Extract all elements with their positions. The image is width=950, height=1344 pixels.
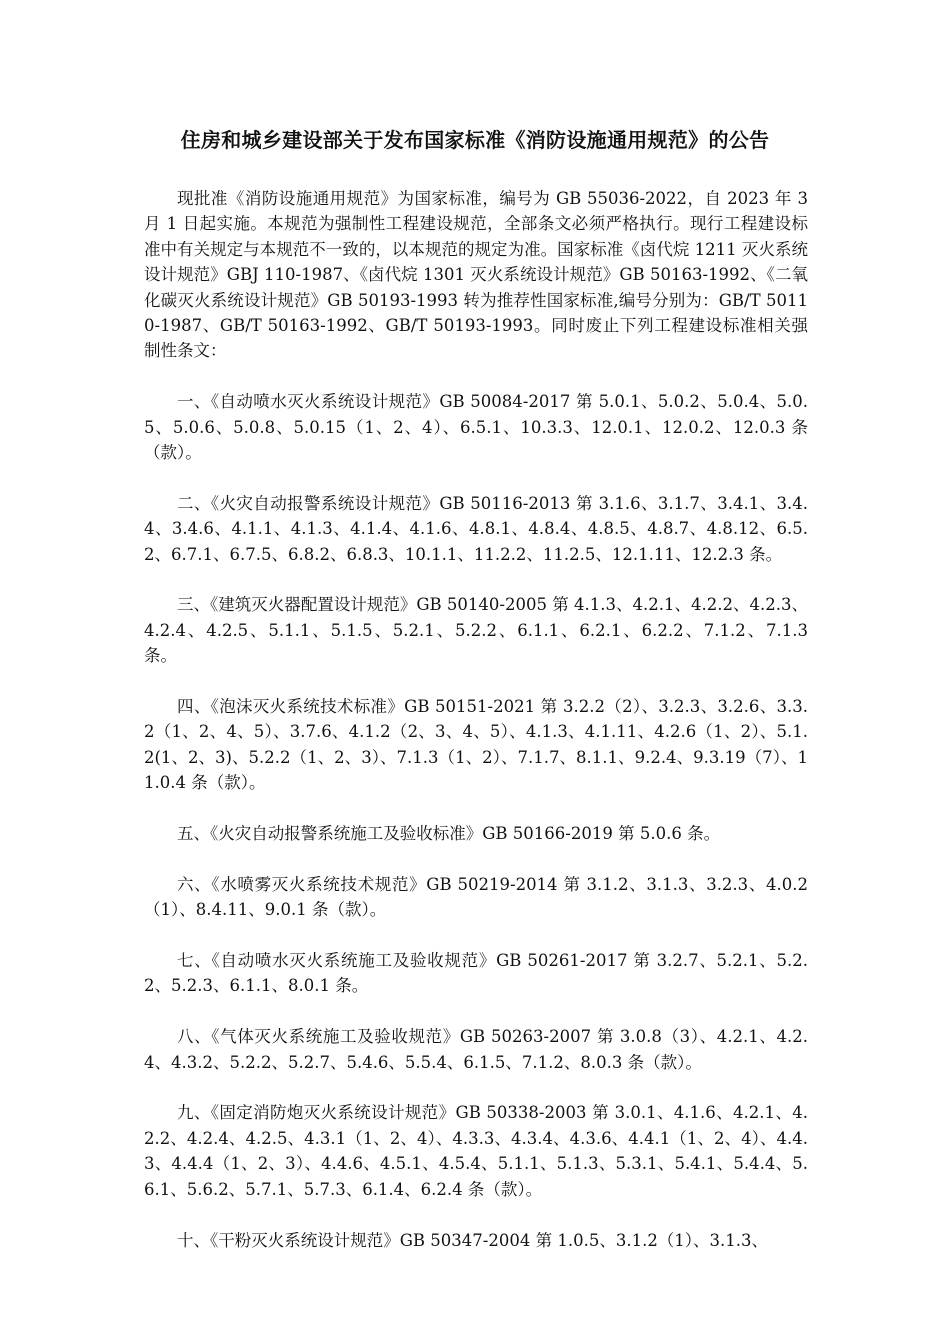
list-item: 二、《火灾自动报警系统设计规范》GB 50116-2013 第 3.1.6、3.1.7、3.4.1、3.4.4、3.4.6、4.1.1、4.1.3、4.1.4、4.1.6、4.8.1、4.8.4、4.8.5、4.8.7、4.8.12、6.5.2、6.7.1、6.7.5、6.8.2、6.8.3、10.1.1、11.2.2、11.2.5、12.1.11、12.2.3 条。 — [144, 493, 809, 564]
intro-paragraph: 现批准《消防设施通用规范》为国家标准，编号为 GB 55036-2022，自 2023 年 3 月 1 日起实施。本规范为强制性工程建设规范，全部条文必须严格执行。现行工程建设标准中有关规定与本规范不一致的，以本规范的规定为准。国家标准《卤代烷 1211 灭火系统设计规范》GBJ 110-1987、《卤代烷 1301 灭火系统设计规范》GB 50163-1992、《二氧化碳灭火系统设计规范》GB 50193-1993 转为推荐性国家标准,编号分别为：GB/T 50110-1987、GB/T 50163-1992、GB/T 50193-1993。同时废止下列工程建设标准相关强制性条文： — [144, 189, 808, 361]
document-title: 住房和城乡建设部关于发布国家标准《消防设施通用规范》的公告 — [180, 128, 770, 152]
list-item: 七、《自动喷水灭火系统施工及验收规范》GB 50261-2017 第 3.2.7、5.2.1、5.2.2、5.2.3、6.1.1、8.0.1 条。 — [144, 951, 808, 996]
list-item: 八、《气体灭火系统施工及验收规范》GB 50263-2007 第 3.0.8（3）、4.2.1、4.2.4、4.3.2、5.2.2、5.2.7、5.4.6、5.5.4、6.1.5、7.1.2、8.0.3 条（款）。 — [144, 1027, 808, 1072]
list-item: 十、《干粉灭火系统设计规范》GB 50347-2004 第 1.0.5、3.1.2（1）、3.1.3、 — [177, 1230, 769, 1250]
list-item: 六、《水喷雾灭火系统技术规范》GB 50219-2014 第 3.1.2、3.1.3、3.2.3、4.0.2（1）、8.4.11、9.0.1 条（款）。 — [144, 874, 808, 920]
list-item: 四、《泡沫灭火系统技术标准》GB 50151-2021 第 3.2.2（2）、3.2.3、3.2.6、3.3.2（1、2、4、5）、3.7.6、4.1.2（2、3、4、5）、4.1.3、4.1.11、4.2.6（1、2）、5.1.2(1、2、3)、5.2.2（1、2、3）、7.1.3（1、2）、7.1.7、8.1.1、9.2.4、9.3.19（7）、11.0.4 条（款）。 — [144, 697, 808, 793]
list-item: 一、《自动喷水灭火系统设计规范》GB 50084-2017 第 5.0.1、5.0.2、5.0.4、5.0.5、5.0.6、5.0.8、5.0.15（1、2、4）、6.5.1、10.3.3、12.0.1、12.0.2、12.0.3 条（款）。 — [144, 392, 808, 463]
document-body — [144, 186, 808, 1253]
list-item: 三、《建筑灭火器配置设计规范》GB 50140-2005 第 4.1.3、4.2.1、4.2.2、4.2.3、4.2.4、4.2.5、5.1.1、5.1.5、5.2.1、5.2.2、6.1.1、6.2.1、6.2.2、7.1.2、7.1.3 条。 — [144, 595, 808, 666]
list-item: 五、《火灾自动报警系统施工及验收标准》GB 50166-2019 第 5.0.6 条。 — [177, 824, 721, 844]
list-item: 九、《固定消防炮灭火系统设计规范》GB 50338-2003 第 3.0.1、4.1.6、4.2.1、4.2.2、4.2.4、4.2.5、4.3.1（1、2、4）、4.3.3、4.3.4、4.3.6、4.4.1（1、2、4）、4.4.3、4.4.4（1、2、3）、4.4.6、4.5.1、4.5.4、5.1.1、5.1.3、5.3.1、5.4.1、5.4.4、5.6.1、5.6.2、5.7.1、5.7.3、6.1.4、6.2.4 条（款）。 — [144, 1103, 808, 1199]
